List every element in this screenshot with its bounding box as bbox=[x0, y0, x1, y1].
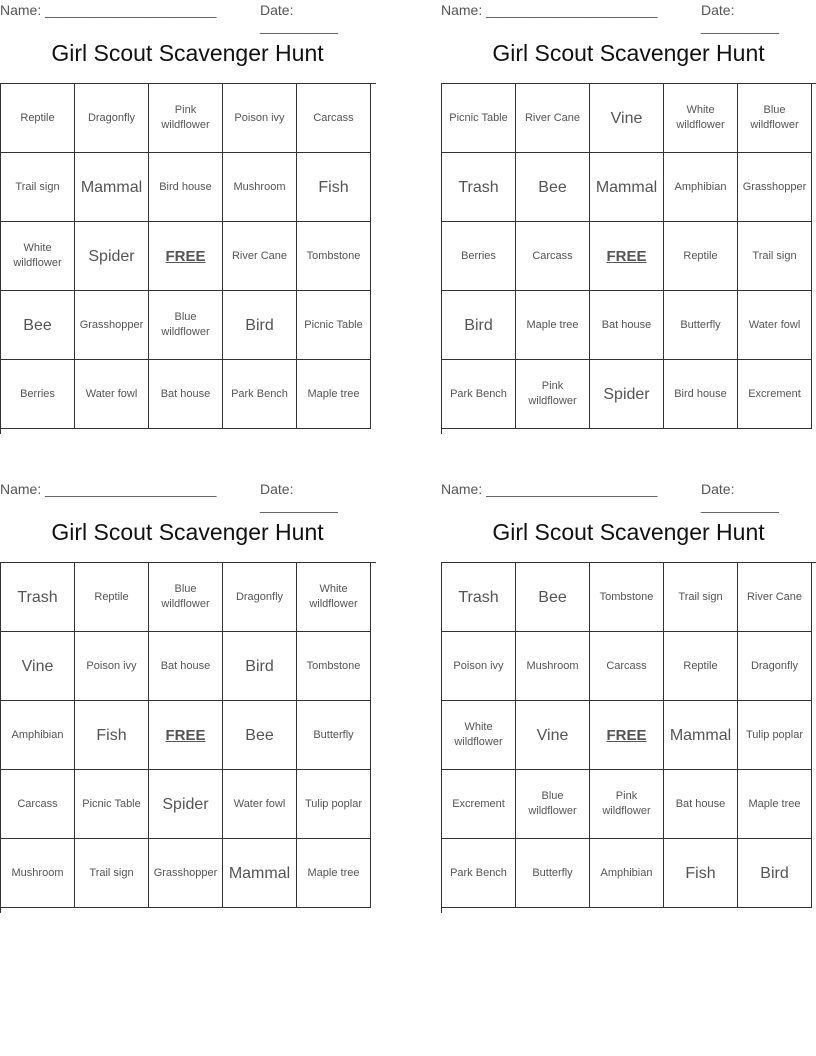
card-header bbox=[441, 479, 816, 513]
bingo-cell: Mammal bbox=[223, 839, 297, 908]
free-space-cell: FREE bbox=[149, 701, 223, 770]
bingo-cell: Water fowl bbox=[223, 770, 297, 839]
bingo-cell: White wildflower bbox=[442, 701, 516, 770]
date-field-label: Date: __________ bbox=[701, 481, 779, 513]
bingo-grid bbox=[0, 562, 376, 913]
bingo-cell: Dragonfly bbox=[738, 632, 812, 701]
bingo-cell: Excrement bbox=[442, 770, 516, 839]
bingo-cell: River Cane bbox=[738, 563, 812, 632]
bingo-cell: Berries bbox=[442, 222, 516, 291]
bingo-cell: Picnic Table bbox=[75, 770, 149, 839]
bingo-cell: Poison ivy bbox=[442, 632, 516, 701]
free-space-cell: FREE bbox=[590, 222, 664, 291]
bingo-card-3 bbox=[0, 479, 375, 882]
bingo-cell: Bee bbox=[223, 701, 297, 770]
bingo-cell: Grasshopper bbox=[149, 839, 223, 908]
bingo-cell: Mammal bbox=[664, 701, 738, 770]
bingo-cell: Trail sign bbox=[738, 222, 812, 291]
bingo-cell: Reptile bbox=[664, 632, 738, 701]
bingo-cell: Tulip poplar bbox=[738, 701, 812, 770]
bingo-card-4 bbox=[441, 479, 816, 882]
bingo-cell: Tulip poplar bbox=[297, 770, 371, 839]
bingo-cell: Water fowl bbox=[738, 291, 812, 360]
bingo-cell: Bird house bbox=[149, 153, 223, 222]
bingo-cell: White wildflower bbox=[664, 84, 738, 153]
bingo-cell: Bird bbox=[223, 632, 297, 701]
bingo-cell: Amphibian bbox=[664, 153, 738, 222]
bingo-cell: Park Bench bbox=[223, 360, 297, 429]
bingo-cell: Reptile bbox=[1, 84, 75, 153]
name-field-label: Name: ______________________ bbox=[0, 2, 217, 18]
bingo-cell: Vine bbox=[1, 632, 75, 701]
bingo-cell: Grasshopper bbox=[75, 291, 149, 360]
bingo-cell: Berries bbox=[1, 360, 75, 429]
bingo-cell: Bird house bbox=[664, 360, 738, 429]
bingo-cell: Amphibian bbox=[590, 839, 664, 908]
bingo-cell: Mushroom bbox=[223, 153, 297, 222]
bingo-cell: Trash bbox=[442, 563, 516, 632]
bingo-cell: Carcass bbox=[516, 222, 590, 291]
bingo-card-2 bbox=[441, 0, 816, 407]
bingo-cell: Reptile bbox=[75, 563, 149, 632]
bingo-cell: Carcass bbox=[1, 770, 75, 839]
name-field-label: Name: ______________________ bbox=[441, 481, 658, 497]
bingo-cell: Mammal bbox=[590, 153, 664, 222]
bingo-cell: Tombstone bbox=[297, 632, 371, 701]
bingo-cell: Bird bbox=[442, 291, 516, 360]
card-title: Girl Scout Scavenger Hunt bbox=[51, 40, 324, 66]
bingo-cell: Butterfly bbox=[516, 839, 590, 908]
bingo-cell: River Cane bbox=[516, 84, 590, 153]
bingo-cell: Trash bbox=[442, 153, 516, 222]
bingo-cell: Vine bbox=[590, 84, 664, 153]
bingo-grid bbox=[441, 562, 816, 913]
bingo-cell: Mushroom bbox=[1, 839, 75, 908]
bingo-cell: Fish bbox=[297, 153, 371, 222]
bingo-grid bbox=[0, 83, 376, 434]
bingo-cell: Mushroom bbox=[516, 632, 590, 701]
card-header bbox=[441, 0, 816, 34]
card-header bbox=[0, 479, 375, 513]
bingo-cell: Trail sign bbox=[1, 153, 75, 222]
bingo-cell: Spider bbox=[75, 222, 149, 291]
bingo-cell: Carcass bbox=[590, 632, 664, 701]
bingo-cell: Bat house bbox=[149, 632, 223, 701]
bingo-cell: Bee bbox=[1, 291, 75, 360]
bingo-cell: Trail sign bbox=[664, 563, 738, 632]
bingo-cell: Tombstone bbox=[590, 563, 664, 632]
card-header bbox=[0, 0, 375, 34]
bingo-cell: Reptile bbox=[664, 222, 738, 291]
bingo-cell: Mammal bbox=[75, 153, 149, 222]
bingo-cell: Pink wildflower bbox=[516, 360, 590, 429]
bingo-cell: Butterfly bbox=[297, 701, 371, 770]
bingo-cell: Maple tree bbox=[738, 770, 812, 839]
bingo-cell: Park Bench bbox=[442, 839, 516, 908]
free-space-cell: FREE bbox=[149, 222, 223, 291]
date-field-label: Date: __________ bbox=[260, 481, 338, 513]
bingo-cell: Bird bbox=[223, 291, 297, 360]
card-title: Girl Scout Scavenger Hunt bbox=[51, 519, 324, 545]
bingo-card-1 bbox=[0, 0, 375, 400]
bingo-cell: Pink wildflower bbox=[149, 84, 223, 153]
bingo-cell: Blue wildflower bbox=[516, 770, 590, 839]
bingo-cell: Poison ivy bbox=[75, 632, 149, 701]
date-field-label: Date: __________ bbox=[260, 2, 338, 34]
name-field-label: Name: ______________________ bbox=[441, 2, 658, 18]
bingo-cell: Trash bbox=[1, 563, 75, 632]
bingo-cell: Maple tree bbox=[297, 839, 371, 908]
bingo-cell: Park Bench bbox=[442, 360, 516, 429]
bingo-cell: Spider bbox=[149, 770, 223, 839]
bingo-cell: White wildflower bbox=[297, 563, 371, 632]
bingo-cell: Grasshopper bbox=[738, 153, 812, 222]
bingo-cell: River Cane bbox=[223, 222, 297, 291]
bingo-cell: Tombstone bbox=[297, 222, 371, 291]
bingo-cell: Fish bbox=[664, 839, 738, 908]
bingo-cell: Bat house bbox=[149, 360, 223, 429]
card-title: Girl Scout Scavenger Hunt bbox=[492, 40, 765, 66]
bingo-cell: White wildflower bbox=[1, 222, 75, 291]
bingo-cell: Amphibian bbox=[1, 701, 75, 770]
bingo-cell: Maple tree bbox=[516, 291, 590, 360]
bingo-cell: Fish bbox=[75, 701, 149, 770]
bingo-cell: Dragonfly bbox=[223, 563, 297, 632]
bingo-cell: Excrement bbox=[738, 360, 812, 429]
free-space-cell: FREE bbox=[590, 701, 664, 770]
bingo-cell: Trail sign bbox=[75, 839, 149, 908]
bingo-cell: Poison ivy bbox=[223, 84, 297, 153]
bingo-cell: Dragonfly bbox=[75, 84, 149, 153]
bingo-cell: Maple tree bbox=[297, 360, 371, 429]
date-field-label: Date: __________ bbox=[701, 2, 779, 34]
name-field-label: Name: ______________________ bbox=[0, 481, 217, 497]
bingo-cell: Blue wildflower bbox=[149, 563, 223, 632]
bingo-cell: Carcass bbox=[297, 84, 371, 153]
bingo-cell: Bird bbox=[738, 839, 812, 908]
bingo-cell: Blue wildflower bbox=[738, 84, 812, 153]
bingo-cell: Pink wildflower bbox=[590, 770, 664, 839]
bingo-cell: Spider bbox=[590, 360, 664, 429]
bingo-cell: Picnic Table bbox=[442, 84, 516, 153]
bingo-cell: Bat house bbox=[664, 770, 738, 839]
bingo-cell: Butterfly bbox=[664, 291, 738, 360]
bingo-cell: Bee bbox=[516, 153, 590, 222]
bingo-grid bbox=[441, 83, 816, 434]
bingo-cell: Water fowl bbox=[75, 360, 149, 429]
card-title: Girl Scout Scavenger Hunt bbox=[492, 519, 765, 545]
bingo-cell: Picnic Table bbox=[297, 291, 371, 360]
bingo-cell: Blue wildflower bbox=[149, 291, 223, 360]
bingo-cell: Bee bbox=[516, 563, 590, 632]
bingo-cell: Vine bbox=[516, 701, 590, 770]
bingo-cell: Bat house bbox=[590, 291, 664, 360]
